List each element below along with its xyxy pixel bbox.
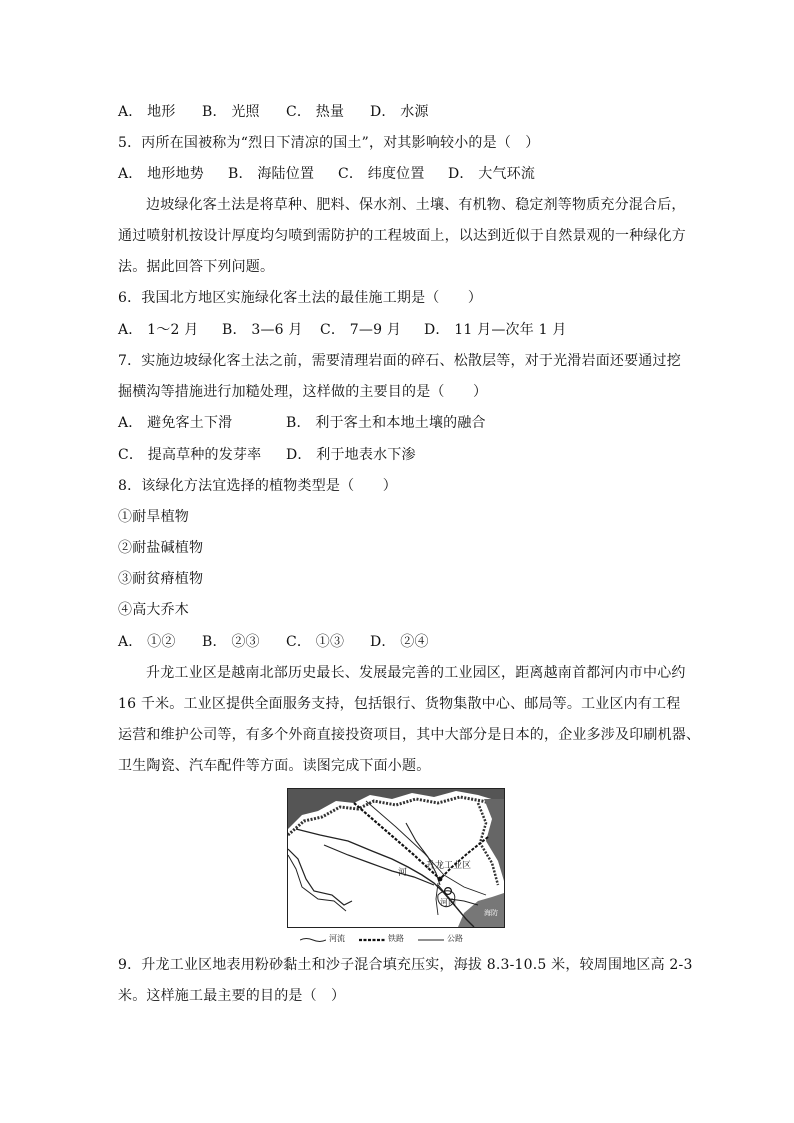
industrial-zone-marker xyxy=(438,877,443,882)
road-2 xyxy=(444,875,486,895)
passage1-line-1: 边坡绿化客土法是将草种、肥料、保水剂、土壤、有机物、稳定剂等物质充分混合后， xyxy=(146,197,686,213)
q5-option-b: B． 海陆位置 xyxy=(228,166,315,182)
q7-stem-line-1: 7．实施边坡绿化客土法之前，需要清理岩面的碎石、松散层等，对于光滑岩面还要通过挖 xyxy=(118,353,681,369)
border-line-left xyxy=(288,849,352,905)
q8-item-1: ①耐旱植物 xyxy=(118,509,189,525)
legend-road-symbol xyxy=(418,936,444,942)
passage1-line-2: 通过喷射机按设计厚度均匀喷到需防护的工程坡面上，以达到近似于自然景观的一种绿化方 xyxy=(118,228,686,244)
q6-option-c: C． 7—9 月 xyxy=(320,322,402,338)
q8-options xyxy=(118,632,429,652)
q7-option-a: A． 避免客土下滑 xyxy=(118,415,233,431)
q5-stem: 5．丙所在国被称为“烈日下清凉的国土”，对其影响较小的是（ ） xyxy=(118,135,540,151)
legend-rail-symbol xyxy=(359,936,385,942)
passage2-line-3: 运营和维护公司等，有多个外商直接投资项目，其中大部分是日本的，企业多涉及印刷机器、 xyxy=(118,727,701,743)
q8-option-b: B． ②③ xyxy=(202,634,260,650)
q8-item-4: ④高大乔木 xyxy=(118,602,189,618)
label-edge: 海防 xyxy=(484,909,498,917)
q5-option-d: D． 大气环流 xyxy=(448,166,536,182)
river-branch-1 xyxy=(324,845,434,885)
q9-stem-line-2: 米。这样施工最主要的目的是（ ） xyxy=(118,988,346,1004)
border-line-left-2 xyxy=(288,855,346,911)
passage2-line-4: 卫生陶瓷、汽车配件等方面。读图完成下面小题。 xyxy=(118,758,431,774)
q7-option-b: B． 利于客土和本地土壤的融合 xyxy=(286,415,486,431)
railway-2 xyxy=(440,837,488,879)
q8-stem: 8．该绿化方法宜选择的植物类型是（ ） xyxy=(118,478,397,494)
label-industrial-zone: 升龙工业区 xyxy=(426,861,472,871)
q8-option-a: A． ①② xyxy=(118,634,176,650)
q6-option-d: D． 11 月—次年 1 月 xyxy=(424,322,567,338)
q7-options-row-2 xyxy=(118,445,416,465)
q6-options xyxy=(118,320,567,340)
map-legend xyxy=(300,934,463,944)
q6-stem: 6．我国北方地区实施绿化客土法的最佳施工期是（ ） xyxy=(118,290,483,306)
map-svg xyxy=(288,789,504,927)
q8-item-2: ②耐盐碱植物 xyxy=(118,540,204,556)
passage1-line-3: 法。据此回答下列问题。 xyxy=(118,259,275,275)
q8-option-c: C． ①③ xyxy=(286,634,345,650)
q4-option-d: D． 水源 xyxy=(370,104,429,120)
passage2-line-2: 16 千米。工业区提供全面服务支持，包括银行、货物集散中心、邮局等。工业区内有工程 xyxy=(118,696,681,712)
q4-option-a: A． 地形 xyxy=(118,104,176,120)
label-river: 河 xyxy=(398,868,408,878)
q9-stem-line-1: 9．升龙工业区地表用粉砂黏土和沙子混合填充压实，海拔 8.3-10.5 米，较周围地区高 2-3 xyxy=(118,957,693,973)
border-shading-top xyxy=(288,789,504,829)
q7-stem-line-2: 掘横沟等措施进行加糙处理，这样做的主要目的是（ ） xyxy=(118,384,488,400)
q8-item-3: ③耐贫瘠植物 xyxy=(118,571,204,587)
label-hanoi: 河内 xyxy=(440,898,456,907)
q4-option-b: B． 光照 xyxy=(202,104,260,120)
q6-option-a: A． 1～2 月 xyxy=(118,322,199,338)
map-figure xyxy=(287,788,505,928)
q7-options-row-1 xyxy=(118,413,486,433)
q7-option-d: D． 利于地表水下渗 xyxy=(286,447,416,463)
q5-option-c: C． 纬度位置 xyxy=(338,166,425,182)
legend-river-label: 河流 xyxy=(329,934,345,943)
q6-option-b: B． 3—6 月 xyxy=(222,322,303,338)
q4-option-c: C． 热量 xyxy=(286,104,345,120)
q7-option-c: C． 提高草种的发芽率 xyxy=(118,447,262,463)
q4-options xyxy=(118,102,429,122)
q5-options xyxy=(118,164,535,184)
legend-road-label: 公路 xyxy=(447,934,463,943)
passage2-line-1: 升龙工业区是越南北部历史最长、发展最完善的工业园区，距离越南首都河内市中心约 xyxy=(146,665,686,681)
q5-option-a: A． 地形地势 xyxy=(118,166,204,182)
legend-rail-label: 铁路 xyxy=(388,934,404,943)
q8-option-d: D． ②④ xyxy=(370,634,429,650)
river-main xyxy=(296,829,474,927)
legend-river-symbol xyxy=(300,936,326,942)
